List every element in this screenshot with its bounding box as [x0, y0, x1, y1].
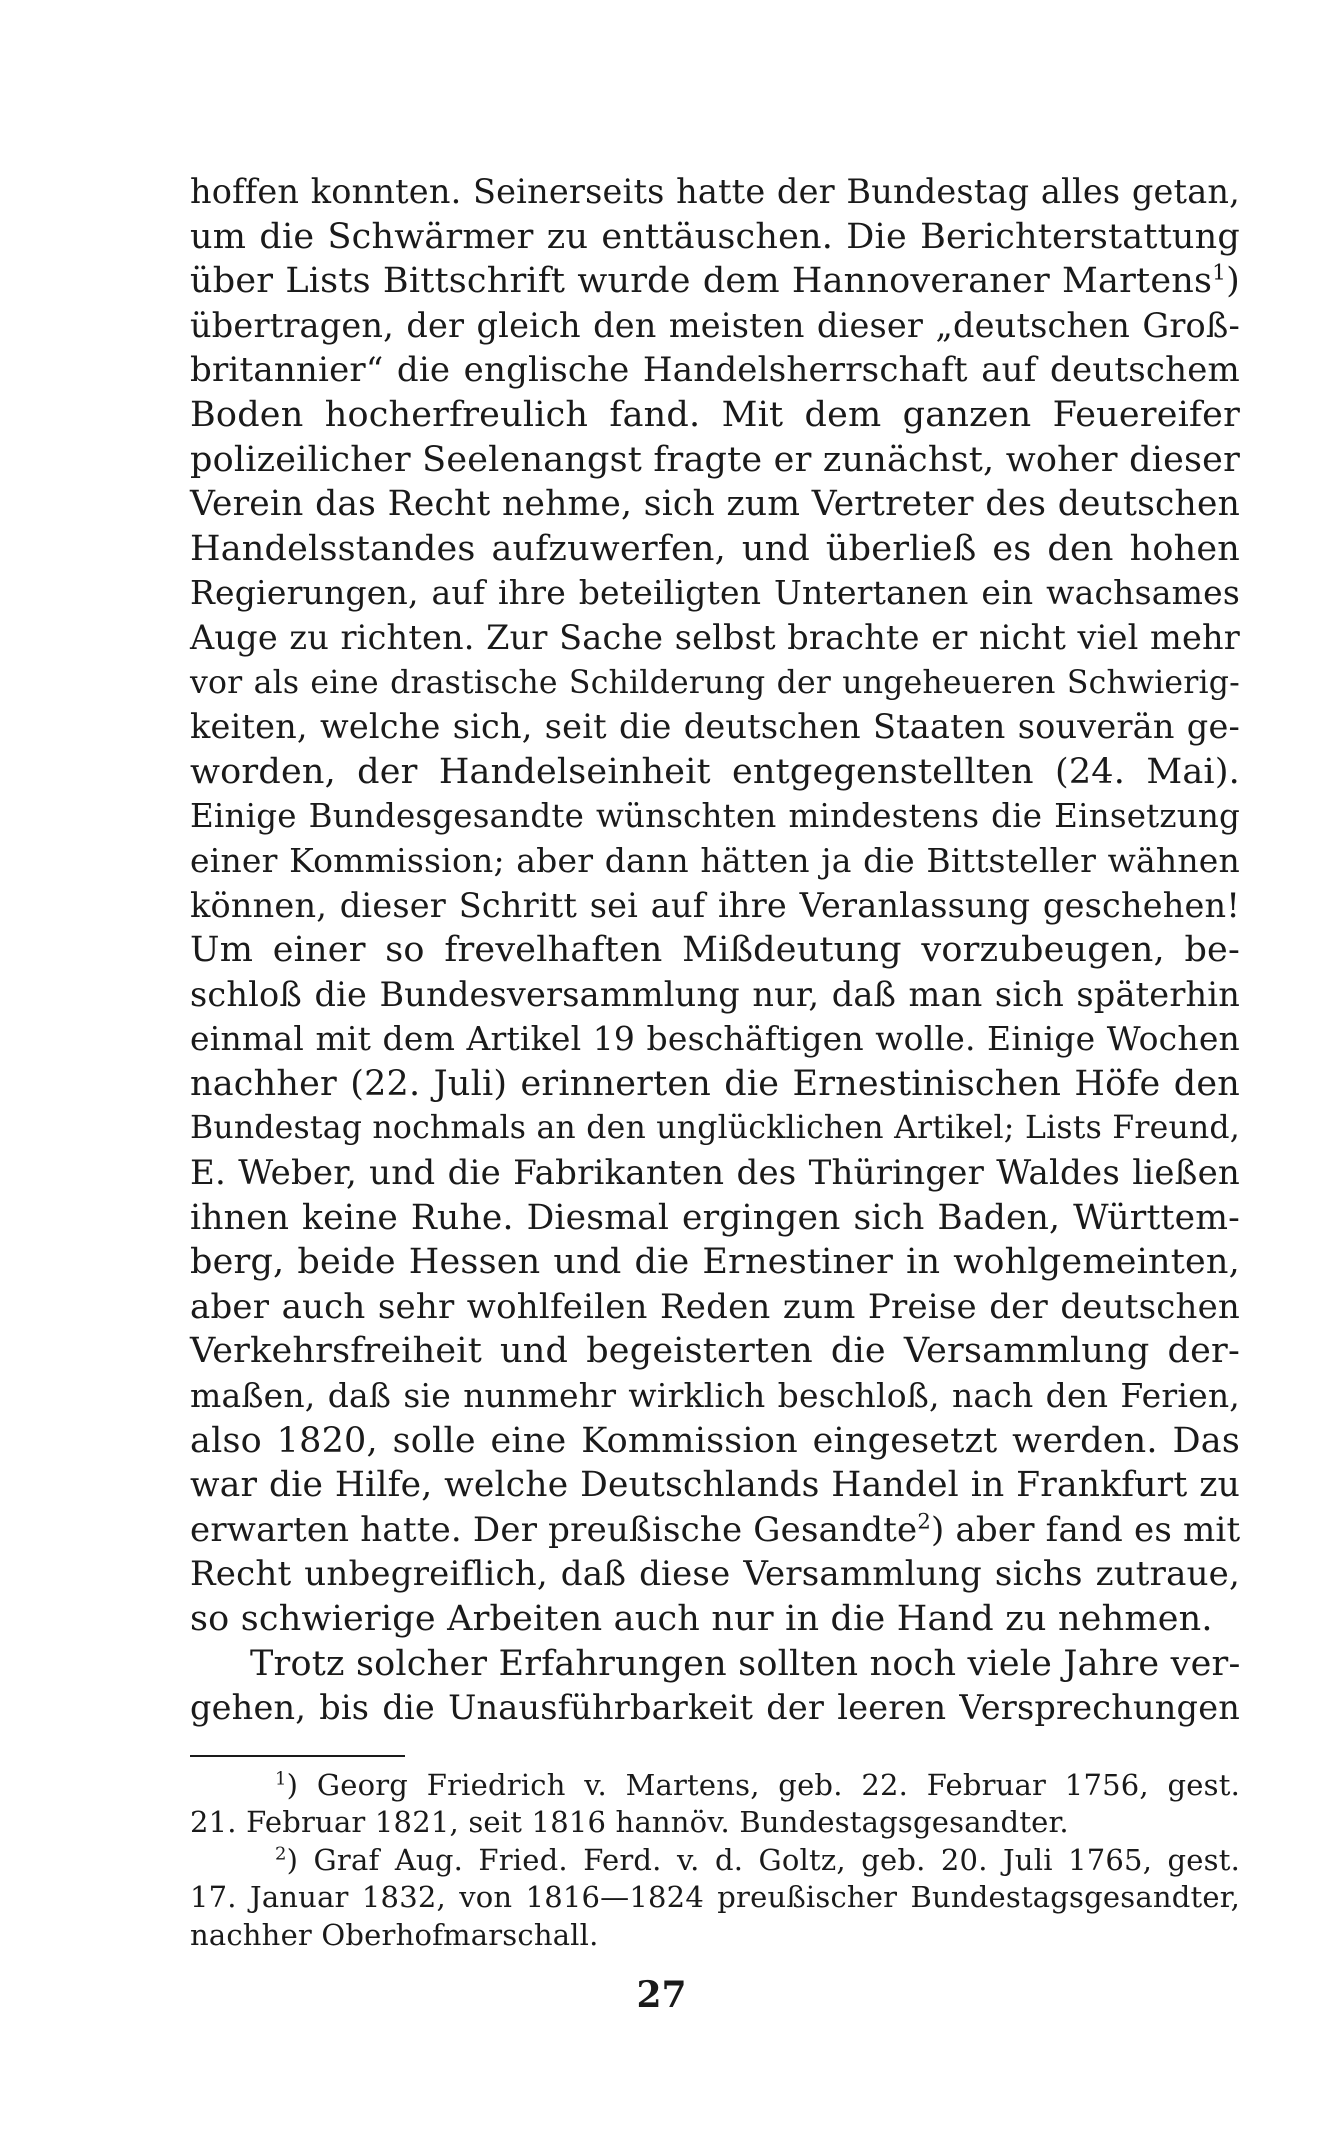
text-line: einer Kommission; aber dann hätten ja die Bittsteller wähnen: [190, 840, 1240, 880]
footnote-1-line: 21. Februar 1821, seit 1816 hannöv. Bundestagsgesandter.: [190, 1805, 1069, 1840]
text-line: Recht unbegreiflich, daß diese Versammlung sichs zutraue,: [190, 1554, 1240, 1595]
text-line: können, dieser Schritt sei auf ihre Veranlassung geschehen!: [190, 885, 1240, 925]
body-text: [190, 170, 1240, 1731]
text-line: schloß die Bundesversammlung nur, daß man sich späterhin: [190, 974, 1240, 1014]
text-line: übertragen, der gleich den meisten dieser „deutschen Groß-: [190, 305, 1240, 345]
text-line: so schwierige Arbeiten auch nur in die Hand zu nehmen.: [190, 1599, 1213, 1639]
text-fragment: erwarten hatte. Der preußische Gesandte: [190, 1509, 918, 1550]
text-line: hoffen konnten. Seinerseits hatte der Bundestag alles getan,: [190, 172, 1240, 211]
text-line: Um einer so frevelhaften Mißdeutung vorzubeugen, be-: [190, 930, 1240, 971]
text-line: gehen, bis die Unausführbarkeit der leeren Versprechungen: [190, 1688, 1240, 1728]
text-line: Einige Bundesgesandte wünschten mindestens die Einsetzung: [190, 797, 1240, 836]
text-fragment: ) Georg Friedrich v. Martens, geb. 22. Februar 1756, gest.: [286, 1767, 1240, 1802]
paragraph-start-line: Trotz solcher Erfahrungen sollten noch viele Jahre ver-: [250, 1643, 1241, 1684]
footnote-mark: 2: [275, 1843, 287, 1865]
text-line: keiten, welche sich, seit die deutschen Staaten souverän ge-: [190, 707, 1240, 747]
text-line: britannier“ die englische Handelsherrschaft auf deutschem: [190, 350, 1240, 391]
page-number: 27: [636, 1974, 687, 2016]
text-line: nachher (22. Juli) erinnerten die Ernestinischen Höfe den: [190, 1063, 1240, 1104]
footnote-mark: 1: [275, 1768, 287, 1790]
text-line: maßen, daß sie nunmehr wirklich beschloß, nach den Ferien,: [190, 1376, 1240, 1416]
text-line: Boden hocherfreulich fand. Mit dem ganzen Feuereifer: [190, 394, 1240, 435]
text-line: ihnen keine Ruhe. Diesmal ergingen sich Baden, Württem-: [190, 1197, 1240, 1238]
text-line: Handelsstandes aufzuwerfen, und überließ es den hohen: [190, 528, 1240, 569]
text-line: [190, 259, 1240, 304]
text-line: worden, der Handelseinheit entgegenstellten (24. Mai).: [190, 751, 1240, 792]
text-fragment: ): [1226, 261, 1240, 302]
text-fragment: ) Graf Aug. Fried. Ferd. v. d. Goltz, geb. 20. Juli 1765, gest.: [286, 1842, 1240, 1877]
text-line: [190, 1508, 1240, 1553]
text-fragment: ) aber fand es mit: [930, 1509, 1241, 1550]
footnote-2-line: nachher Oberhofmarschall.: [190, 1917, 599, 1952]
text-line: Verein das Recht nehme, sich zum Vertreter des deutschen: [190, 484, 1240, 525]
footnote-2-line: [190, 1842, 1240, 1880]
footnote-reference: 2: [917, 1508, 931, 1534]
footnote-2-line: 17. Januar 1832, von 1816—1824 preußischer Bundestagsgesandter,: [190, 1880, 1240, 1915]
text-line: E. Weber, und die Fabrikanten des Thüringer Waldes ließen: [190, 1153, 1240, 1194]
text-line: aber auch sehr wohlfeilen Reden zum Preise der deutschen: [190, 1286, 1240, 1327]
text-line: vor als eine drastische Schilderung der ungeheueren Schwierig-: [190, 664, 1240, 701]
text-line: war die Hilfe, welche Deutschlands Handel in Frankfurt zu: [190, 1465, 1240, 1506]
text-line: also 1820, solle eine Kommission eingesetzt werden. Das: [190, 1420, 1240, 1461]
footnote-divider: [190, 1755, 405, 1757]
text-fragment: über Lists Bittschrift wurde dem Hannoveraner Martens: [190, 261, 1213, 302]
footnote-reference: 1: [1212, 260, 1227, 286]
footnotes: [190, 1767, 1240, 1955]
text-line: polizeilicher Seelenangst fragte er zunächst, woher dieser: [190, 439, 1240, 480]
text-line: berg, beide Hessen und die Ernestiner in wohlgemeinten,: [190, 1242, 1240, 1283]
text-line: Bundestag nochmals an den unglücklichen Artikel; Lists Freund,: [190, 1110, 1240, 1147]
footnote-1-line: [190, 1767, 1240, 1805]
text-line: Regierungen, auf ihre beteiligten Untertanen ein wachsames: [190, 573, 1240, 613]
text-line: einmal mit dem Artikel 19 beschäftigen wolle. Einige Wochen: [190, 1019, 1240, 1059]
text-line: um die Schwärmer zu enttäuschen. Die Berichterstattung: [190, 216, 1240, 257]
page-content: [190, 170, 1240, 1954]
text-line: Auge zu richten. Zur Sache selbst brachte er nicht viel mehr: [190, 617, 1240, 657]
text-line: Verkehrsfreiheit und begeisterten die Versammlung der-: [190, 1331, 1240, 1372]
